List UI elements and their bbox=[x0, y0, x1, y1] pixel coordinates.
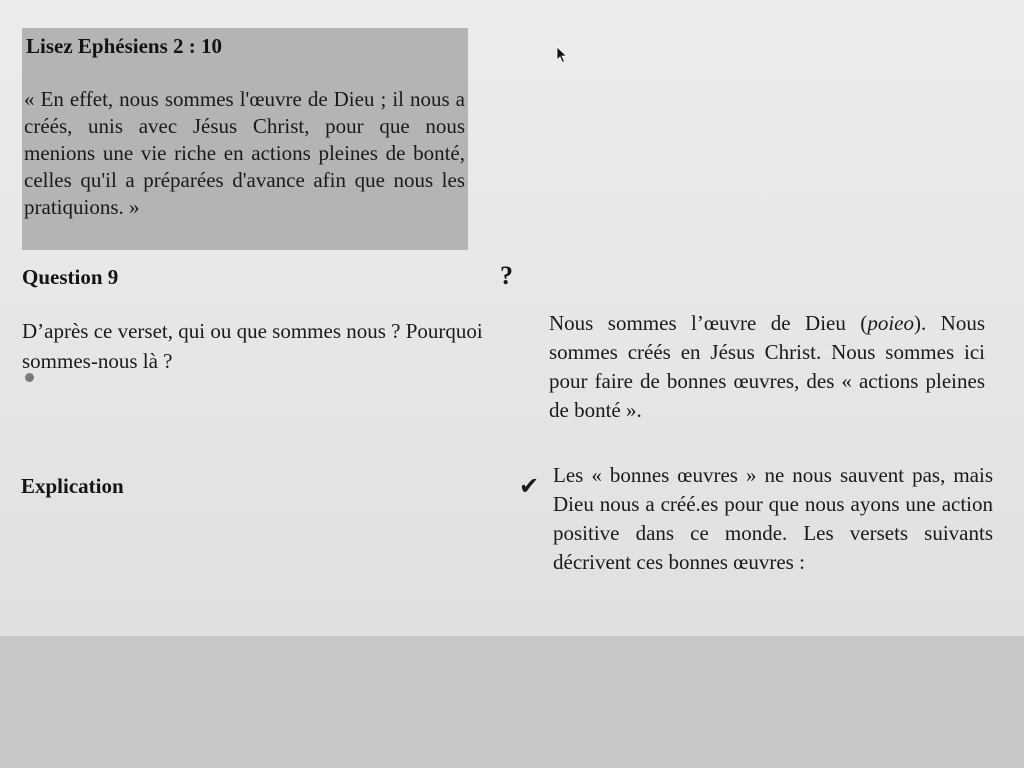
answer-text bbox=[549, 309, 985, 425]
verse-title: Lisez Ephésiens 2 : 10 bbox=[26, 34, 223, 58]
explication-title: Explication bbox=[21, 474, 124, 498]
explication-text: Les « bonnes œuvres » ne nous sauvent pas, mais Dieu nous a créé.es pour que nous ayons une action positive dans ce monde. Les versets suivants décrivent ces bonnes œuvres : bbox=[553, 463, 993, 574]
verse-box bbox=[22, 28, 468, 250]
question-text: D’après ce verset, qui ou que sommes nous ? Pourquoi sommes-nous là ? bbox=[22, 319, 483, 373]
answer-text-end: ). Nous sommes créés en Jésus Christ. Nous sommes ici pour faire de bonnes œuvres, des « actions pleines de bonté ». bbox=[549, 311, 985, 422]
question-mark: ? bbox=[500, 261, 513, 290]
verse-text: « En effet, nous sommes l'œuvre de Dieu ; il nous a créés, unis avec Jésus Christ, pour que nous menions une vie riche en actions pleines de bonté, celles qu'il a préparées d'avance afin que nous les pratiquions. » bbox=[24, 87, 465, 219]
checkmark-icon: ✔ bbox=[519, 472, 540, 500]
bullet-dot-icon bbox=[25, 373, 34, 382]
bottom-blank-area bbox=[0, 636, 1024, 768]
answer-text-start: Nous sommes l’œuvre de Dieu ( bbox=[549, 311, 868, 335]
answer-italic-term: poieo bbox=[867, 311, 914, 335]
question-title: Question 9 bbox=[22, 265, 119, 289]
mouse-cursor-icon bbox=[556, 46, 568, 64]
